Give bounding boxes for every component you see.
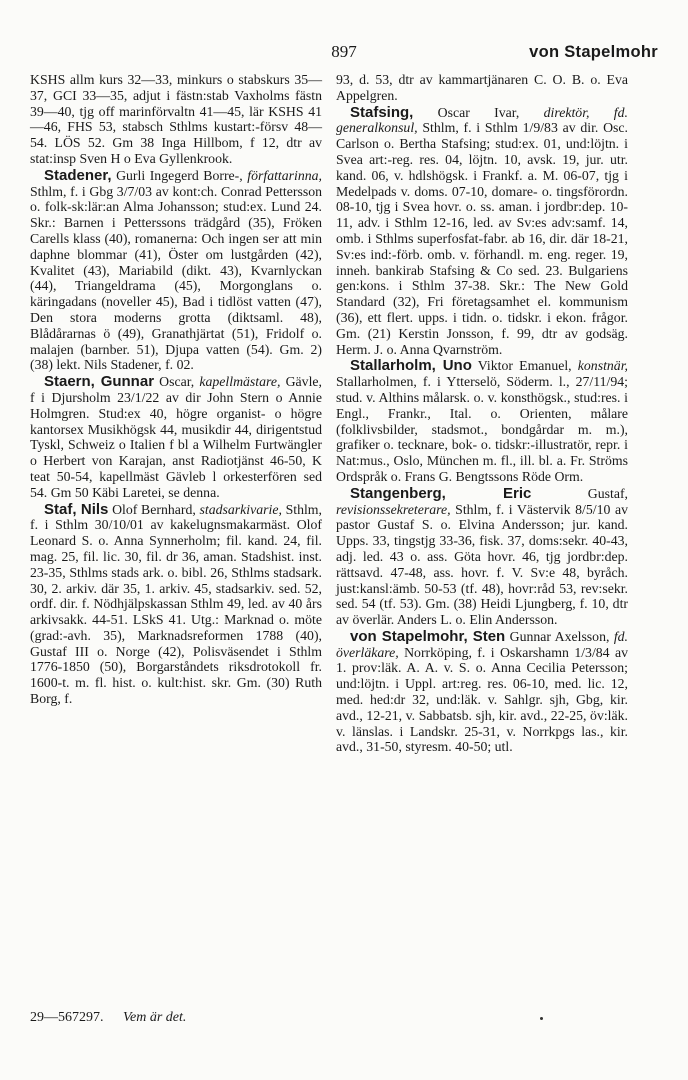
ink-mark <box>540 1017 543 1020</box>
entry-text: Sthlm, f. i Västervik 8/5/10 av pastor Gustaf S. o. Elvina Andersson; jur. kand. Upps. 33, tingstjg 33-36, fisk. 37, doms:sekr. 40-43, adj. led. 43 o. ass. Göta hovr. 46, tjg jordbr:dep. rättsavd. 47-48, ass. hovr. f. V. Sv:e 48, byråch. just:kansl:ämb. 50-53 (tf. 48), hovr:råd 53, rev:sekr. sed. 54 (tf. 53). Gm. (38) Heidi Ljungberg, f. 10, dtr av överlär. Anders L. o. Elin Andersson. <box>336 501 628 628</box>
biography-entry <box>30 168 322 373</box>
entry-text: KSHS allm kurs 32—33, minkurs o stabskurs 35—37, GCI 33—35, adjut i fästn:stab Vaxholms fästn 39—40, tjg off marinförvaltn 41—45, lär KSHS 41—46, FHS 53, stabsch Sthlms kustart:-försv 48—54. LÖS 52. Gm 38 Inga Hillbom, f 12, dtr av stat:insp Sven H o Eva Gyllenkrook. <box>30 72 322 166</box>
biography-entry <box>336 629 628 755</box>
entry-text: Gävle, f i Djursholm 23/1/22 av dir John Stern o Annie Holmgren. Stud:ex 40, högre organist- o högre kantorsex Musikhögsk 44, musikdir 44, dirigentstud Tyskl, Schweiz o Italien f bl a Wilhelm Furtwängler o Herbert von Karajan, anst Radiotjänst 46-50, K teat 50-54, kapellmäst Gävleb l orkesterfören sed 54. Gm 50 Käbi Laretei, se denna. <box>30 374 322 500</box>
entry-text: Norrköping, f. i Oskarshamn 1/3/84 av 1. prov:läk. A. A. v. S. o. Anna Cecilia Petersson; und:löjtn. i Uppl. art:reg. res. 06-10, med. lic. 12, med. hed:dr 32, und:läk. v. Sahlgr. sjh, Gbg, kir. avd., 12-21, v. Sabbatsb. sjh, kir. avd., 22-25, öv:läk. v. länslas. i Landskr. 25-31, v. Norrkpgs las., kir. avd., 31-50, styresm. 40-50; utl. <box>336 644 628 755</box>
biography-entry <box>336 105 628 358</box>
entry-given-names: Oscar, <box>159 374 195 390</box>
entry-surname: von Stapelmohr, Sten <box>350 627 506 645</box>
series-title: Vem är det. <box>123 1010 187 1025</box>
entry-occupation: stadsarkivarie, <box>199 501 282 517</box>
entry-given-names: Gunnar Axelsson, <box>509 628 610 644</box>
entry-surname: Staern, Gunnar <box>44 373 155 391</box>
entry-surname: Staf, Nils <box>44 500 109 518</box>
entry-surname: Stadener, <box>44 166 112 184</box>
biography-entry <box>336 486 628 628</box>
entry-text: Sthlm, f. i Sthlm 1/9/83 av dir. Osc. Carlson o. Bertha Stafsing; stud:ex. 01, und:löjtn. i Svea art:-reg. res. 04, löjtn. 10, avsk. 19, jur. utr. kand. 06, v. hdlshögsk. i Frankf. a. M. 06-07, tjg i Medelpads v. doms. 07-10, domare- o. tingsförordn. 08-10, tjg i Svea hovr. o. ss. aman. i jordbr:dep. 10-11, adv. i Sthlm 12-16, led. av Sv:es adv:samf. 14, omb. i Sthlms superfosfat-fabr. ab 16, dir. där 18-21, Sv:es ind:-förb. omb. v. förhandl. m. eng. reger. 19, inneh. bankirab Stafsing & Co sed. 23. Bulgariens gen:kons. i Sthlm 37-38. Skr.: The New Gold Standard (32), Fri företagsamhet el. kommunism (36), ett flert. upps. i tidn. o. tidskr. i ekon. frågor. Gm. (21) Kerstin Jonsson, f. 99, dtr av godsäg. Herm. J. o. Anna Qvarnström. <box>336 120 628 357</box>
page-header <box>30 42 658 66</box>
page-number: 897 <box>331 42 357 61</box>
biography-entry <box>30 374 322 500</box>
entry-text: Stallarholmen, f. i Ytterselö, Söderm. l., 27/11/94; stud. v. Althins målarsk. o. v. konsthögsk., stud:res. i Engl., Frankr., Ital. o. Orienten, målare (folklivsbilder, stadsmot., bondgårdar m. m.), grafiker o. tecknare, bok- o. tidskr:-illustratör, repr. i Nat:mus., Oslo, München m. fl., ill. bl. a. Fr. Ströms Ordspråk o. Frans G. Bengtssons Röde Orm. <box>336 374 628 484</box>
entry-occupation: fd. överläkare, <box>336 628 629 660</box>
entry-surname: Stallarholm, Uno <box>350 357 472 375</box>
right-column <box>336 72 628 756</box>
entry-surname: Stangenberg, Eric <box>350 484 532 502</box>
left-column <box>30 72 322 708</box>
entry-text: 93, d. 53, dtr av kammartjänaren C. O. B. o. Eva Appelgren. <box>336 72 628 103</box>
entry-occupation: revisionssekreterare, <box>336 501 451 517</box>
biography-entry <box>30 72 322 167</box>
entry-given-names: Gustaf, <box>587 485 628 501</box>
entry-given-names: Viktor Emanuel, <box>477 358 572 374</box>
biography-entry <box>336 72 628 104</box>
entry-occupation: författarinna, <box>247 167 323 183</box>
entry-surname: Stafsing, <box>350 103 414 121</box>
biography-entry <box>336 358 628 484</box>
entry-text: Sthlm, f. i Sthlm 30/10/01 av kakelugnsmakarmäst. Olof Leonard S. o. Anna Synnerholm; fil. kand. 24, fil. mag. 25, fil. lic. 30, fil. dr 36, aman. Stadshist. inst. 23-35, Sthlms stads ark. o. bibl. 26, Sthlms stadsark. 30, 2. arkiv. där 35, 1. arkiv. 45, stadsarkiv. sed. 52, ordf. dir. f. Nödhjälpskassan Sthlm 49, led. av 40 års arkivsakk. 44-51. LSkS 41. Utg.: Marknad o. möte (grad:-avh. 35), Marknadsreformen 1788 (40), Gustaf III o. Norge (42), Polisväsendet i Sthlm 1776-1850 (50), Borgarståndets riksdrotokoll fr. 1600-t. m. fl. hist. o. kult:hist. skr. Gm. (30) Ruth Borg, f. <box>30 501 322 707</box>
entry-occupation: direktör, fd. generalkonsul, <box>336 104 628 136</box>
entry-given-names: Olof Bernhard, <box>112 501 196 517</box>
entry-text: Sthlm, f. i Gbg 3/7/03 av kont:ch. Conrad Pettersson o. folk-sk:lär:an Alma Johansson; stud:ex. Lund 24. Skr.: Barnen i Petterssons trädgård (35), Fröken Carells klass (40), romanerna: Och ingen ser att min daphne blommar (41), Öster om lustgården (42), Kvalitet (43), Mariabild (dikt. 43), Kvarnlyckan (44), Triangeldrama (45), Morgonglans o. käringadans (noveller 45), Bad i tidlöst vatten (47), Den stora moderns grotta (diktsaml. 48), Blådårarnas ö (49), Granathjärtat (51), Fridolf o. malajen (barnber. 51), Djupa vatten (54). Gm. 2) (38) lekt. Nils Stadener, f. 02. <box>30 183 322 373</box>
entry-occupation: konstnär, <box>577 358 628 374</box>
running-head: von Stapelmohr <box>529 43 658 61</box>
entry-given-names: Oscar Ivar, <box>437 104 520 120</box>
biography-entry <box>30 502 322 707</box>
entry-given-names: Gurli Ingegerd Borre-, <box>116 167 243 183</box>
page-footer <box>30 1010 186 1026</box>
entry-occupation: kapellmästare, <box>199 374 281 390</box>
print-code: 29—567297. <box>30 1010 104 1025</box>
